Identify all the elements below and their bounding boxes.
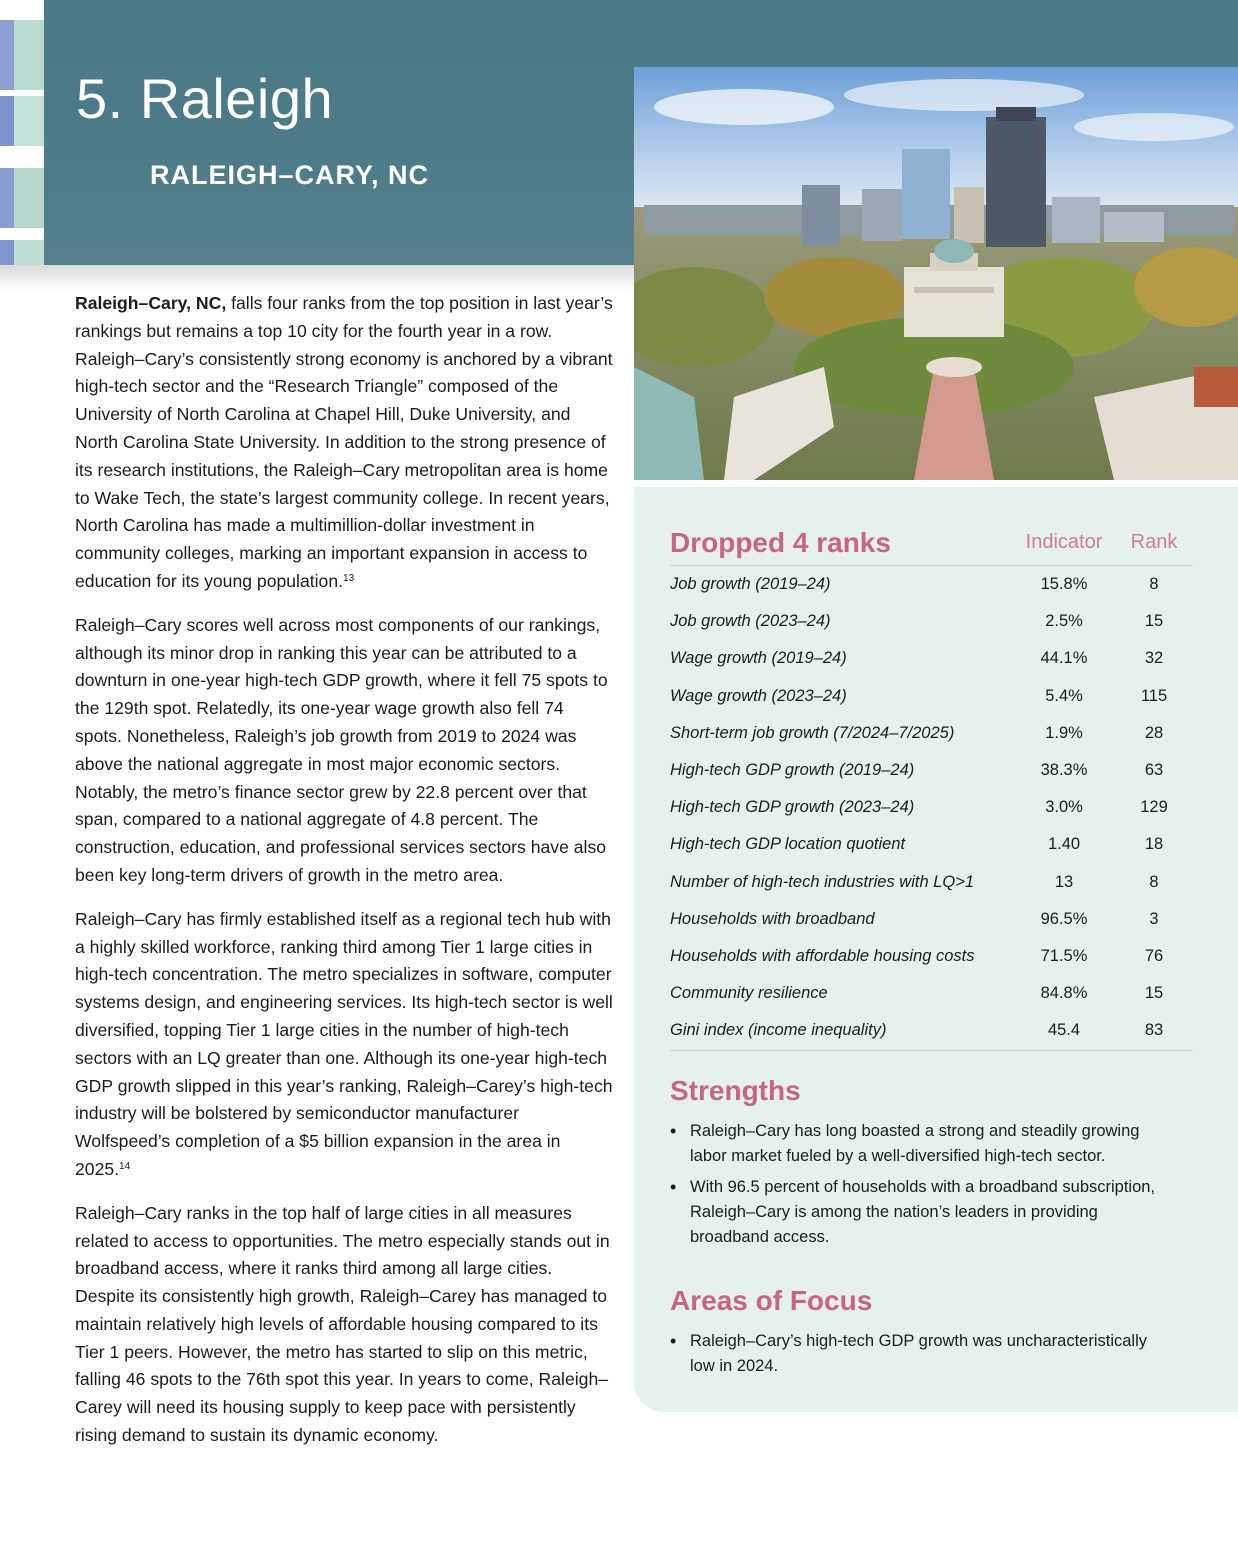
row-rank: 76 [1144, 946, 1164, 965]
row-indicator: 71.5% [1040, 946, 1088, 965]
footnote-ref: 13 [343, 572, 355, 584]
paragraph-2: Raleigh–Cary scores well across most components of our rankings, although its minor drop in ranking this year can be attributed to a downturn in one-year high-tech GDP growth, where it fell 75 spots to the 129th spot. Relatedly, its one-year wage growth also fell 74 spots. Nonetheless, Raleigh’s job growth from 2019 to 2024 was above the national aggregate in most major economic sectors. Notably, the metro’s finance sector grew by 22.8 percent over that span, compared to a national aggregate of 4.8 percent. The construction, education, and professional services sectors have also been key long-term drivers of growth in the metro area. [75, 614, 608, 885]
row-label: Community resilience [670, 984, 828, 1003]
strengths-heading: Strengths [670, 1075, 801, 1106]
table-title: Dropped 4 ranks [670, 527, 891, 558]
row-label: Households with broadband [670, 909, 875, 928]
table-row [670, 716, 1193, 753]
table-row [670, 939, 1193, 976]
table-row [670, 641, 1193, 678]
strengths-list [670, 1119, 1160, 1256]
table-row [670, 1013, 1193, 1050]
header-shadow [0, 265, 634, 291]
lead-in: Raleigh–Cary, NC, [75, 293, 227, 313]
article-body [75, 290, 615, 1466]
table-row [670, 679, 1193, 716]
row-indicator: 3.0% [1045, 798, 1083, 817]
row-indicator: 96.5% [1040, 909, 1088, 928]
row-rank: 8 [1149, 575, 1159, 593]
row-label: Job growth (2023–24) [670, 612, 831, 631]
paragraph-1 [75, 290, 615, 596]
row-indicator: 2.5% [1045, 612, 1083, 631]
row-label: High-tech GDP location quotient [670, 835, 906, 854]
row-label: Job growth (2019–24) [670, 575, 831, 593]
table-row [670, 827, 1193, 864]
row-label: Households with affordable housing costs [670, 946, 975, 965]
paragraph-3 [75, 906, 615, 1184]
row-label: Wage growth (2019–24) [670, 649, 847, 668]
row-rank: 115 [1140, 686, 1168, 705]
row-label: High-tech GDP growth (2019–24) [670, 760, 915, 779]
indicator-column-header: Indicator [1025, 531, 1103, 553]
table-row [670, 604, 1193, 641]
row-label: High-tech GDP growth (2023–24) [670, 798, 915, 817]
footnote-ref: 14 [119, 1160, 131, 1172]
list-item: • With 96.5 percent of households with a broadband subscription, Raleigh–Cary is among the nation’s leaders in providing broadband access. [670, 1175, 1160, 1250]
table-row [670, 790, 1193, 827]
row-label: Wage growth (2023–24) [670, 686, 847, 705]
row-rank: 28 [1144, 723, 1164, 742]
row-label: Gini index (income inequality) [670, 1021, 887, 1040]
row-rank: 3 [1149, 909, 1159, 928]
page-title: 5. Raleigh [76, 67, 334, 130]
list-item: • Raleigh–Cary has long boasted a strong and steadily growing labor market fueled by a well-diversified high-tech sector. [670, 1119, 1160, 1169]
row-indicator: 38.3% [1040, 760, 1088, 779]
table-row [670, 976, 1193, 1013]
row-indicator: 15.8% [1040, 575, 1088, 593]
table-row [670, 567, 1193, 604]
city-photo [634, 67, 1238, 480]
row-indicator: 13 [1054, 872, 1074, 891]
paragraph-4: Raleigh–Cary ranks in the top half of large cities in all measures related to access to opportunities. The metro especially stands out in broadband access, where it ranks third among all large cities. Despite its consistently high growth, Raleigh–Carey has managed to maintain relatively high levels of affordable housing compared to its Tier 1 peers. However, the metro has started to slip on this metric, falling 46 spots to the 76th spot this year. In years to come, Raleigh–Carey will need its housing supply to keep pace with persistently rising demand to sustain its dynamic economy. [75, 1202, 610, 1446]
metrics-table [670, 567, 1193, 1051]
table-row [670, 902, 1193, 939]
table-row [670, 753, 1193, 790]
list-item: • Raleigh–Cary’s high-tech GDP growth was uncharacteristically low in 2024. [670, 1329, 1160, 1379]
paragraph-3-text: Raleigh–Cary has firmly established itself as a regional tech hub with a highly skilled workforce, ranking third among Tier 1 large cities in high-tech concentration. The metro specializes in software, computer systems design, and engineering services. Its high-tech sector is well diversified, topping Tier 1 large cities in the number of high-tech sectors with an LQ greater than one. Although its one-year high-tech GDP growth slipped in this year’s ranking, Raleigh–Carey’s high-tech industry will be bolstered by semiconductor manufacturer Wolfspeed’s completion of a $5 billion expansion in the area in 2025. [75, 908, 613, 1179]
decorative-stripes [0, 0, 44, 265]
row-rank: 129 [1140, 798, 1168, 817]
row-rank: 15 [1144, 984, 1164, 1003]
row-indicator: 45.4 [1047, 1021, 1081, 1040]
row-rank: 32 [1144, 649, 1164, 668]
table-header [670, 527, 1193, 566]
row-indicator: 1.40 [1047, 835, 1081, 854]
table-row [670, 865, 1193, 902]
row-label: Short-term job growth (7/2024–7/2025) [670, 723, 955, 742]
row-indicator: 84.8% [1040, 984, 1088, 1003]
row-rank: 83 [1144, 1021, 1164, 1040]
row-indicator: 5.4% [1045, 686, 1083, 705]
rank-column-header: Rank [1130, 531, 1178, 553]
row-rank: 63 [1144, 760, 1164, 779]
row-rank: 8 [1149, 872, 1159, 891]
focus-heading: Areas of Focus [670, 1285, 873, 1316]
row-indicator: 1.9% [1045, 723, 1083, 742]
row-rank: 15 [1144, 612, 1164, 631]
focus-list [670, 1329, 1160, 1385]
metrics-panel [634, 487, 1238, 1412]
row-label: Number of high-tech industries with LQ>1 [670, 872, 975, 891]
metro-subtitle: RALEIGH–CARY, NC [150, 160, 430, 190]
paragraph-1-text: falls four ranks from the top position in last year’s rankings but remains a top 10 city for the fourth year in a row. Raleigh–Cary’s consistently strong economy is anchored by a vibrant high-tech sector and the “Research Triangle” composed of the University of North Carolina at Chapel Hill, Duke University, and North Carolina State University. In addition to the strong presence of its research institutions, the Raleigh–Cary metropolitan area is home to Wake Tech, the state’s largest community college. In recent years, North Carolina has made a multimillion-dollar investment in community colleges, marking an important expansion in access to education for its young population. [75, 293, 613, 591]
row-rank: 18 [1144, 835, 1164, 854]
row-indicator: 44.1% [1040, 649, 1088, 668]
